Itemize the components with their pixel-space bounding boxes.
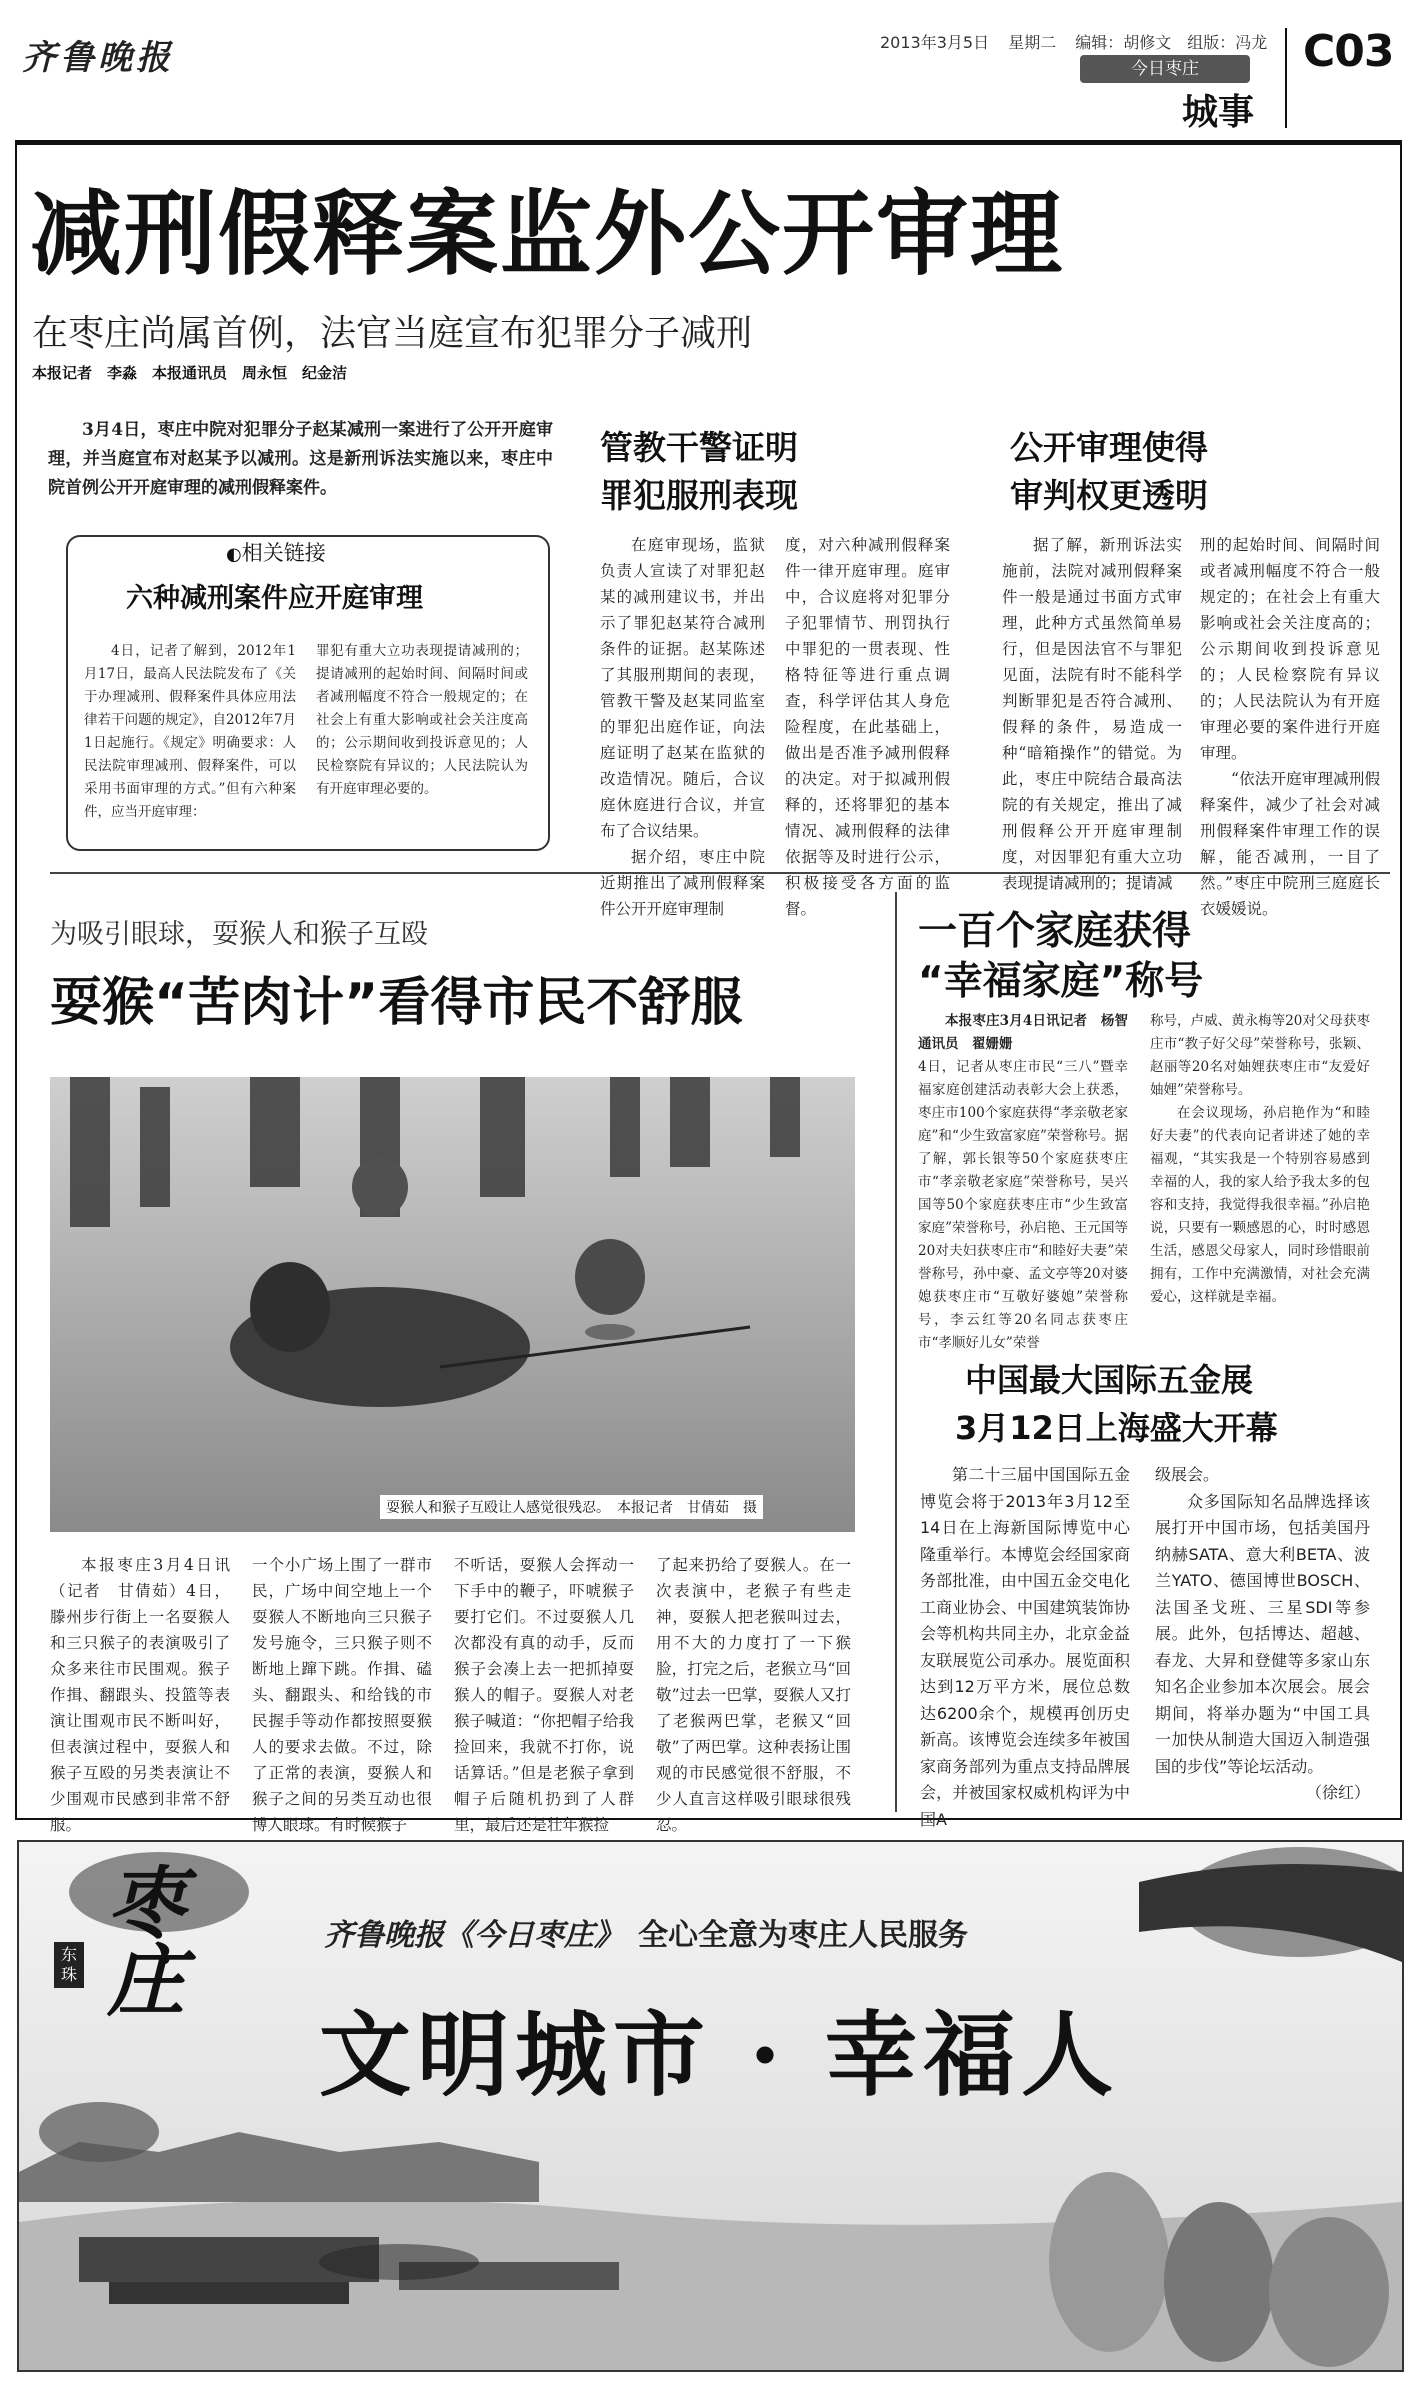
related-link-col2: 罪犯有重大立功表现提请减刑的；提请减刑的起始时间、间隔时间或者减刑幅度不符合一般规定的；在社会上有重大影响或社会关注度高的；公示期间收到投诉意见的；人民检察院有异议的；人民法院认为有开庭审理必要的。 [316,643,528,797]
lead-subhead: 在枣庄尚属首例，法官当庭宣布犯罪分子减刑 [32,313,753,354]
section2-col1: 据了解，新刑诉法实施前，法院对减刑假释案件一般是通过书面方式审理，此种方式虽然简单易行，但是因法官不与罪犯见面，法院有时不能科学判断罪犯是否符合减刑、假释的条件，易造成一种“暗箱操作”的错觉。为此，枣庄中院结合最高法院的有关规定，推出了减刑假释公开开庭审理制度，对因罪犯有重大立功表现提请减刑的；提请减 [1002,536,1182,892]
edition-tab[interactable]: 今日枣庄 [1080,55,1250,83]
section1-heading-line1: 管教干警证明 [600,428,798,467]
section2-heading-line1: 公开审理使得 [1010,428,1208,467]
monkey-photo-illustration [50,1077,855,1532]
monkey-col1: 本报枣庄3月4日讯（记者 甘倩茹）4日，滕州步行街上一名耍猴人和三只猴子的表演吸引了众多来往市民围观。猴子作揖、翻跟头、投篮等表演让围观市民不断叫好，但表演过程中，耍猴人和猴子互殴的另类表演让不少围观市民感到非常不舒服。 [50,1556,230,1834]
monkey-col4: 了起来扔给了耍猴人。在一次表演中，老猴子有些走神，耍猴人把老猴叫过去，用不大的力度打了一下猴脸，打完之后，老猴立马“回敬”过去一巴掌，耍猴人又打了老猴两巴掌，老猴又“回敬”了两巴掌。这种表扬让围观的市民感觉很不舒服，不少人直言这样吸引眼球很残忍。 [656,1556,851,1834]
family-headline-line2: “幸福家庭”称号 [918,959,1204,1004]
paper-logo: 齐鲁晚报 [22,38,174,78]
related-link-tag: ◐相关链接 [226,541,326,565]
family-col2: 称号，卢威、黄永梅等20对父母获枣庄市“教子好父母”荣誉称号，张颖、赵丽等20名对妯娌获枣庄市“友爱好妯娌”荣誉称号。 在会议现场，孙启艳作为“和睦好夫妻”的代表向记者讲述了她的幸福观，“其实我是一个特别容易感到幸福的人，我的家人给予我太多的包容和支持，我觉得我很幸福。”孙启艳说，只要有一颗感恩的心，时时感恩生活，感恩父母家人，同时珍惜眼前拥有，工作中充满激情，对社会充满爱心，这样就是幸福。 [1150,1013,1370,1305]
frame-right [1400,140,1402,1820]
expo-headline-line1: 中国最大国际五金展 [965,1361,1254,1399]
ad-calligraphy: 枣庄 [94,1862,185,2018]
family-headline-line1: 一百个家庭获得 [918,909,1192,954]
section1-col1: 在庭审现场，监狱负责人宣读了对罪犯赵某的减刑建议书，并出示了罪犯赵某符合减刑条件的证据。赵某陈述了其服刑期间的表现，管教干警及赵某同监室的罪犯出庭作证，向法庭证明了赵某在监狱的改造情况。随后，合议庭休庭进行合议，并宣布了合议结果。 据介绍，枣庄中院近期推出了减刑假释案件公开开庭审理制 [600,536,765,918]
frame-left [15,140,17,1820]
monkey-photo [50,1077,855,1532]
ad-seal: 东珠 [54,1942,84,1988]
expo-headline-line2: 3月12日上海盛大开幕 [955,1409,1278,1447]
monkey-kicker: 为吸引眼球，耍猴人和猴子互殴 [50,919,428,950]
lead-headline: 减刑假释案监外公开审理 [30,181,1065,288]
family-col1: 本报枣庄3月4日讯记者 杨智 通讯员 翟姗姗 4日，记者从枣庄市民“三八”暨幸福家庭创建活动表彰大会上获悉，枣庄市100个家庭获得“孝亲敬老家庭”和“少生致富家庭”荣誉称号。据了解，郭长银等50个家庭获枣庄市“孝亲敬老家庭”荣誉称号，吴兴国等50个家庭获枣庄市“少生致富家庭”荣誉称号，孙启艳、王元国等20对夫妇获枣庄市“和睦好夫妻”荣誉称号，孙中豪、孟文亭等20对婆媳获枣庄市“互敬好婆媳”荣誉称号，李云红等20名同志获枣庄市“孝顺好儿女”荣誉 [918,1013,1142,1351]
monkey-headline: 耍猴“苦肉计”看得市民不舒服 [50,973,743,1033]
editor-credits: 编辑：胡修文 组版：冯龙 [1075,33,1268,52]
top-rule [15,140,1402,145]
related-link-icon: ◐ [226,544,242,565]
issue-date-line [880,30,1267,53]
section2-heading-line2: 审判权更透明 [1010,476,1208,515]
lead-byline: 本报记者 李淼 本报通讯员 周永恒 纪金洁 [32,364,348,382]
mid-rule [50,872,1390,874]
related-link-col1: 4日，记者了解到，2012年1月17日，最高人民法院发布了《关于办理减刑、假释案件具体应用法律若干问题的规定》，自2012年7月1日起施行。《规定》明确要求：人民法院审理减刑、假释案件，可以采用书面审理的方式。”但有六种案件，应当开庭审理： [84,643,296,820]
section2-col2: 刑的起始时间、间隔时间或者减刑幅度不符合一般规定的；在社会上有重大影响或社会关注度高的；公示期间收到投诉意见的；人民检察院有异议的；人民法院认为有开庭审理必要的案件进行开庭审理。 “依法开庭审理减刑假释案件，减少了社会对减刑假释案件审理工作的误解，能否减刑，一目了然。”枣庄中院刑三庭庭长衣媛媛说。 [1200,536,1380,918]
ad-slogan [324,1910,968,1954]
monkey-col3: 不听话，耍猴人会挥动一下手中的鞭子，吓唬猴子要打它们。不过耍猴人几次都没有真的动手，反而猴子会凑上去一把抓掉耍猴人的帽子。耍猴人对老猴子喊道：“你把帽子给我捡回来，我就不打你，说话算话。”但是老猴子拿到帽子后随机扔到了人群里，最后还是壮年猴捡 [454,1556,634,1834]
right-column-divider [895,892,897,1812]
expo-col2: 级展会。 众多国际知名品牌选择该展打开中国市场，包括美国丹纳赫SATA、意大利BETA、波兰YATO、德国博世BOSCH、法国圣戈班、三星SDI等参展。此外，包括博达、超越、春龙、大昇和登健等多家山东知名企业参加本次展会。展会期间，将举办题为“中国工具一加快从制造大国迈入制造强国的步伐”等论坛活动。 （徐红） [1155,1462,1370,1807]
ad-big-title: 文明城市 · 幸福人 [319,2001,1120,2109]
issue-weekday: 星期二 [1008,33,1057,52]
expo-credit: （徐红） [1305,1783,1370,1802]
ad-slogan-edition: 《今日枣庄》 [444,1918,624,1953]
monkey-col2: 一个小广场上围了一群市民，广场中间空地上一个耍猴人不断地向三只猴子发号施令，三只猴子则不断地上蹿下跳。作揖、磕头、翻跟头、和给钱的市民握手等动作都按照耍猴人的要求去做。不过，除了正常的表演，耍猴人和猴子之间的另类互动也很博人眼球。有时候猴子 [252,1556,432,1834]
section1-col2: 度，对六种减刑假释案件一律开庭审理。庭审中，合议庭将对犯罪分子犯罪情节、刑罚执行中罪犯的一贯表现、性格特征等进行重点调查，科学评估其人身危险程度，在此基础上，做出是否准予减刑假释的决定。对于拟减刑假释的，还将罪犯的基本情况、减刑假释的法律依据等及时进行公示，积极接受各方面的监督。 [785,536,950,918]
expo-col1: 第二十三届中国国际五金博览会将于2013年3月12至14日在上海新国际博览中心隆重举行。本博览会经国家商务部批准，由中国五金交电化工商业协会、中国建筑装饰协会等机构共同主办，北京金益友联展览公司承办。展览面积达到12万平方米，展位总数达6200余个，规模再创历史新高。该博览会连续多年被国家商务部列为重点支持品牌展会，并被国家权威机构评为中国A [920,1465,1130,1829]
monkey-photo-caption: 耍猴人和猴子互殴让人感觉很残忍。 本报记者 甘倩茹 摄 [380,1495,763,1519]
section-name: 城事 [1182,92,1255,133]
lead-intro: 3月4日，枣庄中院对犯罪分子赵某减刑一案进行了公开开庭审理，并当庭宣布对赵某予以减刑。这是新刑诉法实施以来，枣庄中院首例公开开庭审理的减刑假释案件。 [48,420,553,498]
section1-heading-line2: 罪犯服刑表现 [600,476,798,515]
ad-banner [17,1840,1404,2372]
masthead-divider-vertical [1285,28,1287,128]
page-number: C03 [1303,26,1394,77]
related-link-title: 六种减刑案件应开庭审理 [126,583,423,614]
issue-date: 2013年3月5日 [880,33,990,52]
ad-slogan-paper: 齐鲁晚报 [324,1918,444,1953]
ad-slogan-rest: 全心全意为枣庄人民服务 [638,1918,968,1953]
